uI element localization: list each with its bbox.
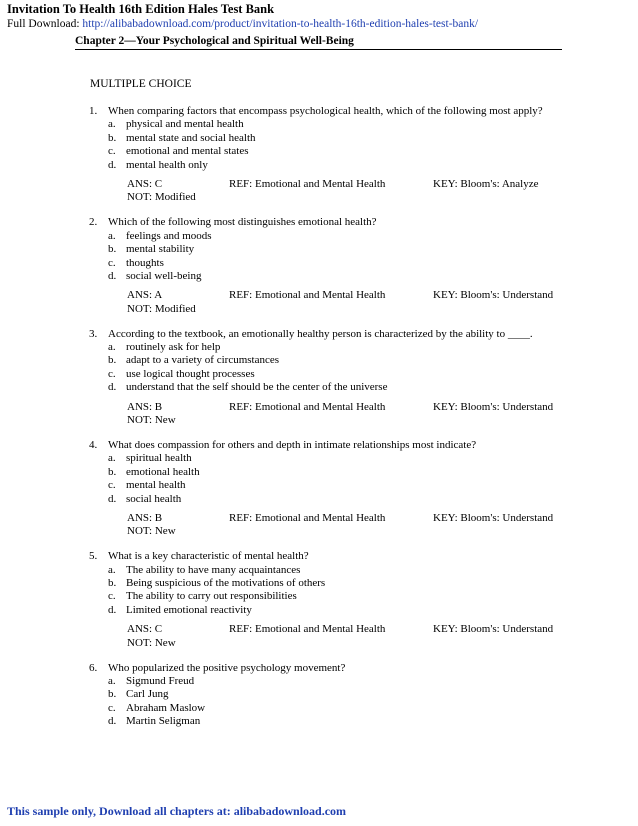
option-text: mental state and social health <box>126 131 256 144</box>
question-number: 4. <box>89 438 98 451</box>
option-letter: b. <box>108 243 117 256</box>
question-stem <box>89 216 609 229</box>
option-text: The ability to carry out responsibilities <box>126 590 297 603</box>
answer-metadata <box>89 401 609 428</box>
question-item <box>89 328 609 428</box>
question-stem <box>89 105 609 118</box>
answer-option <box>89 159 609 172</box>
question-item <box>89 439 609 539</box>
answer-option <box>89 257 609 270</box>
option-text: routinely ask for help <box>126 341 221 354</box>
answer-metadata <box>89 178 609 205</box>
question-text: When comparing factors that encompass psychological health, which of the following most apply? <box>108 105 543 117</box>
answer-key: ANS: B <box>127 511 163 524</box>
bloom-key: KEY: Bloom's: Understand <box>433 289 554 302</box>
option-text: emotional health <box>126 465 200 478</box>
option-letter: c. <box>108 367 116 380</box>
option-letter: a. <box>108 452 116 465</box>
answer-option <box>89 341 609 354</box>
option-text: Sigmund Freud <box>126 674 195 687</box>
answer-option <box>89 493 609 506</box>
option-text: understand that the self should be the center of the universe <box>126 381 388 394</box>
answer-option <box>89 368 609 381</box>
option-text: thoughts <box>126 256 164 269</box>
answer-option <box>89 702 609 715</box>
answer-key: ANS: A <box>127 289 163 302</box>
question-item <box>89 216 609 316</box>
answer-key: ANS: C <box>127 623 163 636</box>
download-line <box>7 18 478 30</box>
option-text: Carl Jung <box>126 688 169 701</box>
answer-option <box>89 590 609 603</box>
answer-option <box>89 479 609 492</box>
option-letter: d. <box>108 492 117 505</box>
question-stem <box>89 662 609 675</box>
answer-key: ANS: B <box>127 400 163 413</box>
answer-metadata <box>89 289 609 316</box>
question-stem <box>89 328 609 341</box>
answer-option <box>89 452 609 465</box>
reference: REF: Emotional and Mental Health <box>229 178 386 191</box>
question-item <box>89 105 609 205</box>
note-status: NOT: New <box>127 636 176 649</box>
option-text: social well-being <box>126 269 202 282</box>
answer-option <box>89 715 609 728</box>
option-text: feelings and moods <box>126 229 212 242</box>
answer-option <box>89 118 609 131</box>
chapter-title: Chapter 2—Your Psychological and Spiritual Well-Being <box>75 35 562 50</box>
option-letter: a. <box>108 563 116 576</box>
option-letter: d. <box>108 603 117 616</box>
bloom-key: KEY: Bloom's: Analyze <box>433 178 539 191</box>
option-text: Martin Seligman <box>126 715 201 728</box>
option-text: spiritual health <box>126 452 192 465</box>
option-letter: d. <box>108 158 117 171</box>
answer-metadata <box>89 512 609 539</box>
reference: REF: Emotional and Mental Health <box>229 623 386 636</box>
option-letter: c. <box>108 145 116 158</box>
question-text: What is a key characteristic of mental health? <box>108 550 309 563</box>
answer-option <box>89 604 609 617</box>
answer-option <box>89 381 609 394</box>
download-link[interactable]: http://alibabadownload.com/product/invitation-to-health-16th-edition-hales-test-bank/ <box>82 18 479 30</box>
option-text: Abraham Maslow <box>126 701 206 714</box>
option-letter: a. <box>108 341 116 354</box>
question-text: According to the textbook, an emotionally healthy person is characterized by the ability to ____. <box>108 327 533 340</box>
option-text: physical and mental health <box>126 118 244 131</box>
question-number: 3. <box>89 327 98 340</box>
answer-option <box>89 688 609 701</box>
section-title: MULTIPLE CHOICE <box>90 78 192 90</box>
answer-option <box>89 145 609 158</box>
answer-option <box>89 466 609 479</box>
question-text: What does compassion for others and depth in intimate relationships most indicate? <box>108 438 477 451</box>
option-text: Being suspicious of the motivations of others <box>126 577 326 590</box>
note-status: NOT: New <box>127 525 176 538</box>
option-letter: b. <box>108 577 117 590</box>
note-status: NOT: New <box>127 414 176 427</box>
note-status: NOT: Modified <box>127 302 196 315</box>
answer-option <box>89 270 609 283</box>
option-text: emotional and mental states <box>126 145 249 158</box>
bloom-key: KEY: Bloom's: Understand <box>433 623 554 636</box>
option-letter: a. <box>108 118 116 131</box>
question-number: 1. <box>89 105 98 117</box>
option-letter: d. <box>108 715 117 728</box>
question-text: Which of the following most distinguishes emotional health? <box>108 216 377 229</box>
answer-option <box>89 354 609 367</box>
option-text: adapt to a variety of circumstances <box>126 354 280 367</box>
answer-option <box>89 230 609 243</box>
question-list <box>89 105 609 740</box>
option-letter: b. <box>108 354 117 367</box>
reference: REF: Emotional and Mental Health <box>229 400 386 413</box>
bloom-key: KEY: Bloom's: Understand <box>433 511 554 524</box>
download-label: Full Download: <box>7 18 83 30</box>
answer-option <box>89 577 609 590</box>
question-stem <box>89 439 609 452</box>
option-text: mental stability <box>126 243 195 256</box>
question-number: 2. <box>89 216 98 229</box>
option-text: Limited emotional reactivity <box>126 603 252 616</box>
option-text: social health <box>126 492 182 505</box>
banner-title: Invitation To Health 16th Edition Hales Test Bank <box>7 2 275 16</box>
option-letter: b. <box>108 465 117 478</box>
reference: REF: Emotional and Mental Health <box>229 511 386 524</box>
option-letter: c. <box>108 701 116 714</box>
option-letter: c. <box>108 479 116 492</box>
question-item <box>89 550 609 650</box>
option-letter: b. <box>108 131 117 144</box>
note-status: NOT: Modified <box>127 191 196 204</box>
option-letter: d. <box>108 269 117 282</box>
option-letter: b. <box>108 688 117 701</box>
option-text: The ability to have many acquaintances <box>126 563 301 576</box>
option-letter: a. <box>108 674 116 687</box>
answer-option <box>89 675 609 688</box>
option-text: mental health <box>126 479 186 492</box>
question-stem <box>89 550 609 563</box>
question-number: 6. <box>89 661 98 674</box>
option-letter: a. <box>108 229 116 242</box>
option-letter: c. <box>108 590 116 603</box>
option-letter: c. <box>108 256 116 269</box>
footer-download-notice[interactable]: This sample only, Download all chapters at: alibabadownload.com <box>7 804 347 818</box>
question-number: 5. <box>89 550 98 563</box>
question-text: Who popularized the positive psychology movement? <box>108 661 346 674</box>
answer-option <box>89 243 609 256</box>
question-item <box>89 662 609 729</box>
option-text: mental health only <box>126 158 208 171</box>
answer-option <box>89 564 609 577</box>
answer-metadata <box>89 623 609 650</box>
answer-key: ANS: C <box>127 178 163 191</box>
option-text: use logical thought processes <box>126 367 255 380</box>
bloom-key: KEY: Bloom's: Understand <box>433 400 554 413</box>
reference: REF: Emotional and Mental Health <box>229 289 386 302</box>
option-letter: d. <box>108 381 117 394</box>
answer-option <box>89 132 609 145</box>
